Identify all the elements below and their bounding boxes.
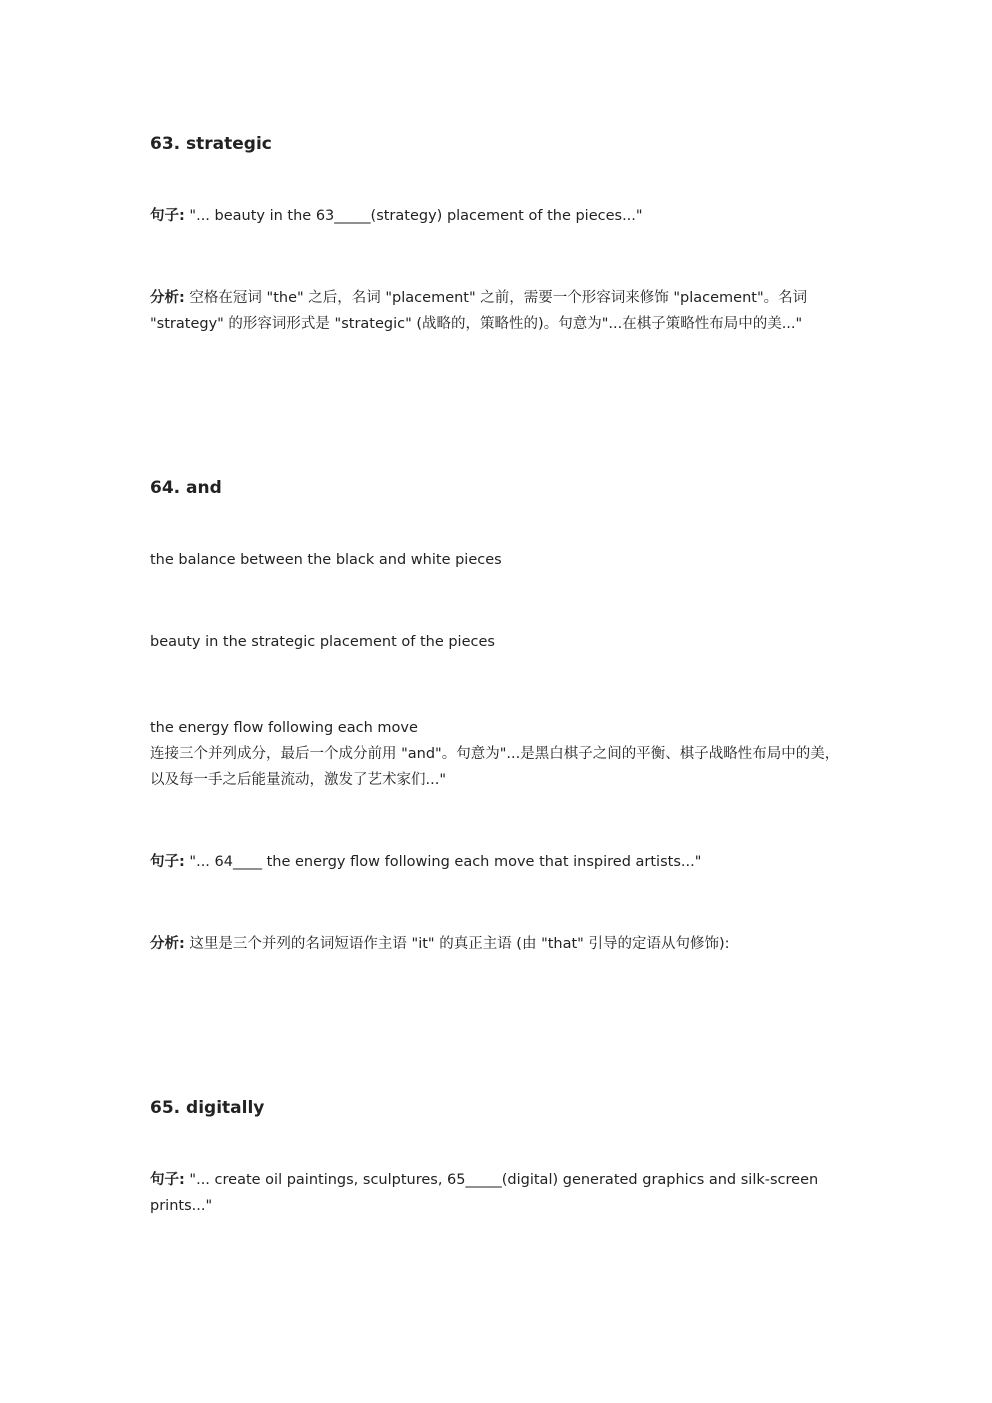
item-64-analysis <box>150 931 845 957</box>
analysis-text: 这里是三个并列的名词短语作主语 "it" 的真正主语 (由 "that" 引导的定语从句修饰): <box>184 936 730 952</box>
item-63-sentence <box>150 203 845 229</box>
list-item: the balance between the black and white pieces <box>150 552 502 568</box>
item-64-heading: 64. and <box>150 478 222 498</box>
item-63-analysis <box>150 285 845 337</box>
analysis-label: 分析: <box>150 936 185 952</box>
item-63-heading: 63. strategic <box>150 134 272 154</box>
item-64-explanation: 连接三个并列成分，最后一个成分前用 "and"。句意为"...是黑白棋子之间的平衡、棋子战略性布局中的美，以及每一手之后能量流动，激发了艺术家们..." <box>150 746 840 788</box>
sentence-label: 句子: <box>150 854 185 870</box>
sentence-label: 句子: <box>150 208 185 224</box>
item-65-heading: 65. digitally <box>150 1098 265 1118</box>
list-item: the energy flow following each move <box>150 720 418 736</box>
list-item: beauty in the strategic placement of the pieces <box>150 634 495 650</box>
item-65-sentence <box>150 1167 845 1219</box>
analysis-label: 分析: <box>150 290 185 306</box>
sentence-text: "... create oil paintings, sculptures, 65_____(digital) generated graphics and silk-screen prints..." <box>150 1172 819 1214</box>
sentence-label: 句子: <box>150 1172 185 1188</box>
analysis-text: 空格在冠词 "the" 之后，名词 "placement" 之前，需要一个形容词来修饰 "placement"。名词 "strategy" 的形容词形式是 "strategic" (战略的，策略性的)。句意为"...在棋子策略性布局中的美..." <box>150 290 808 332</box>
item-64-sentence <box>150 849 845 875</box>
sentence-text: "... 64____ the energy flow following each move that inspired artists..." <box>184 854 702 870</box>
sentence-text: "... beauty in the 63_____(strategy) placement of the pieces..." <box>184 208 643 224</box>
